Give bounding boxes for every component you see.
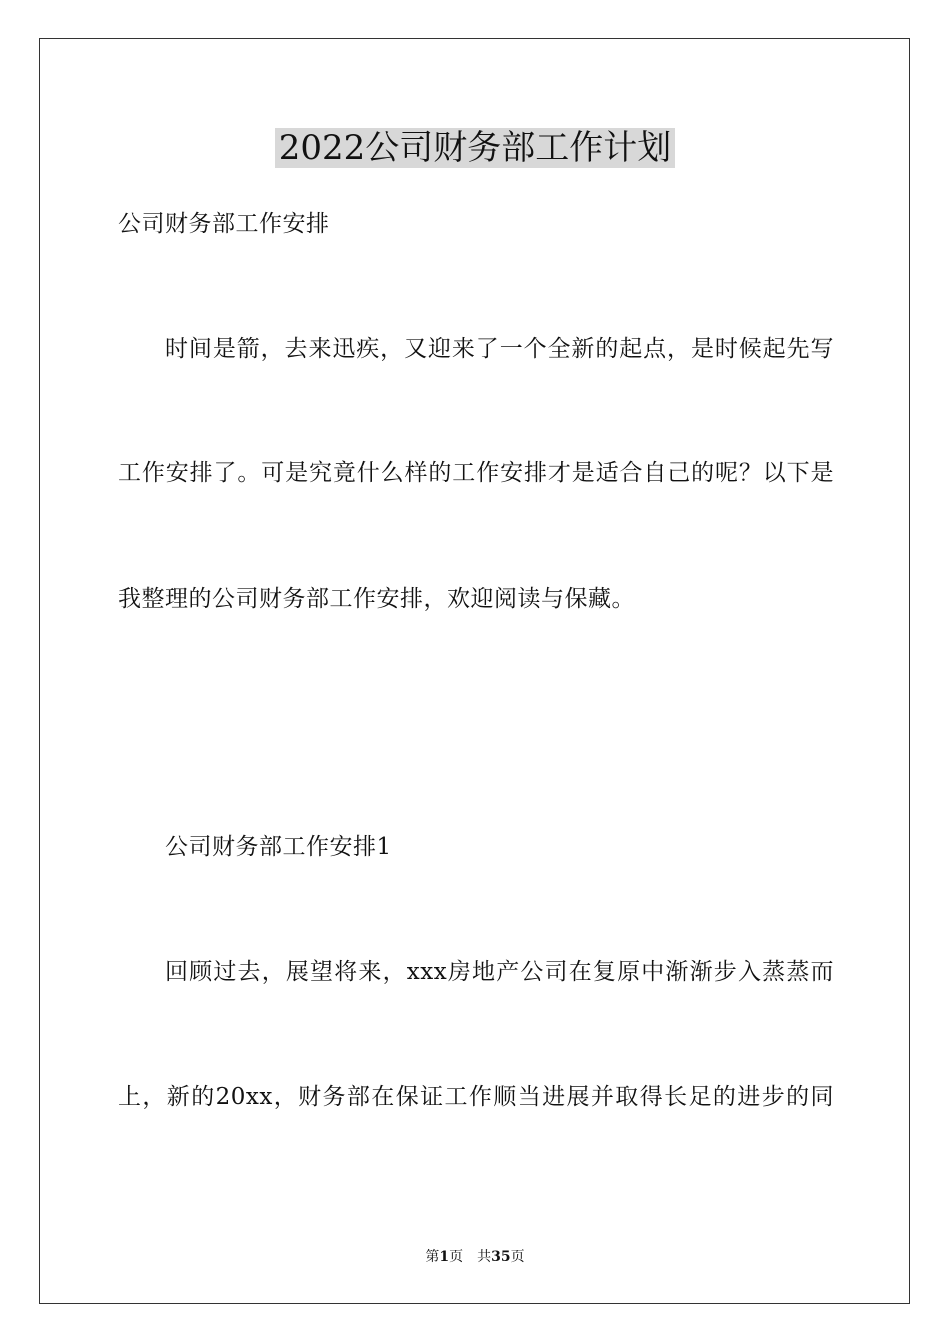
page-footer	[0, 1248, 950, 1266]
document-title-text: 2022公司财务部工作计划	[275, 128, 676, 168]
document-title	[0, 126, 950, 170]
section-1-heading: 公司财务部工作安排1	[165, 834, 392, 860]
paragraph-2-line-1: 回顾过去，展望将来，xxx房地产公司在复原中渐渐步入蒸蒸而	[165, 959, 834, 985]
document-subtitle: 公司财务部工作安排	[118, 211, 330, 237]
total-pages: 35	[491, 1249, 511, 1265]
paragraph-1-line-2: 工作安排了。可是究竟什么样的工作安排才是适合自己的呢？以下是	[118, 460, 834, 486]
total-suffix: 页	[510, 1249, 525, 1265]
paragraph-1-line-1: 时间是箭，去来迅疾，又迎来了一个全新的起点，是时候起先写	[165, 336, 834, 362]
total-prefix: 共	[477, 1249, 492, 1265]
paragraph-1-line-3: 我整理的公司财务部工作安排，欢迎阅读与保藏。	[118, 586, 635, 612]
paragraph-2-line-2: 上，新的20xx，财务部在保证工作顺当进展并取得长足的进步的同	[118, 1084, 834, 1110]
page-number: 1	[439, 1249, 450, 1265]
page-prefix: 第	[425, 1249, 440, 1265]
page-suffix: 页	[449, 1249, 464, 1265]
